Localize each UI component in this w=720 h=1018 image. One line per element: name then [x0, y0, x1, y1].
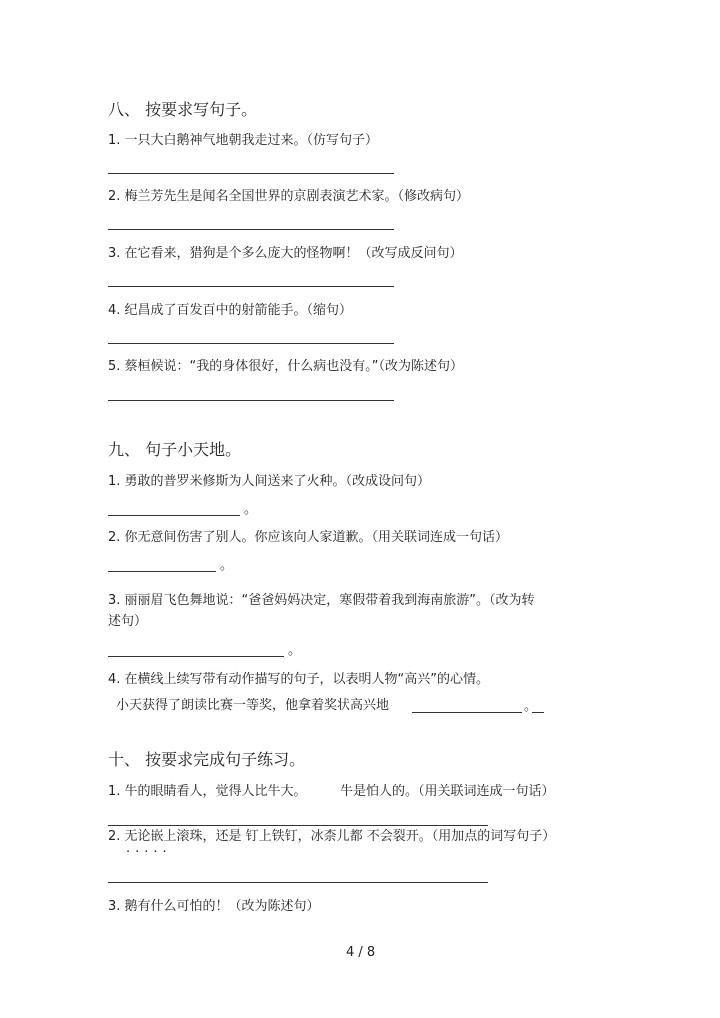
question-10-1a: 1. 牛的眼睛看人，觉得人比牛大。 — [108, 784, 307, 799]
question-9-1: 1. 勇敢的普罗米修斯为人间送来了火种。（改成设问句） — [108, 474, 431, 489]
answer-line-8-2[interactable] — [108, 229, 394, 230]
emphasis-dots: ····· — [126, 845, 172, 860]
period: 。 — [244, 502, 258, 517]
answer-line-9-4-tail[interactable] — [532, 712, 544, 713]
answer-line-9-2[interactable] — [108, 571, 216, 572]
answer-line-10-1[interactable] — [108, 825, 488, 826]
section-9-title: 九、 句子小天地。 — [108, 440, 242, 459]
section-10-title: 十、 按要求完成句子练习。 — [108, 750, 306, 769]
answer-line-8-3[interactable] — [108, 286, 394, 287]
question-10-3: 3. 鹅有什么可怕的！（改为陈述句） — [108, 899, 320, 914]
question-9-3-line-2: 述句） — [108, 614, 148, 629]
question-9-2: 2. 你无意间伤害了别人。你应该向人家道歉。（用关联词连成一句话） — [108, 530, 509, 545]
question-8-3: 3. 在它看来，猎狗是个多么庞大的怪物啊！（改写成反问句） — [108, 246, 463, 261]
question-9-4: 4. 在横线上续写带有动作描写的句子，以表明人物“高兴”的心情。 — [108, 672, 490, 687]
answer-line-10-2[interactable] — [108, 882, 488, 883]
answer-line-9-4[interactable] — [412, 712, 522, 713]
page-number: 4 / 8 — [346, 945, 376, 960]
question-8-5: 5. 蔡桓候说：“我的身体很好，什么病也没有。”（改为陈述句） — [108, 359, 464, 374]
question-8-2: 2. 梅兰芳先生是闻名全国世界的京剧表演艺术家。（修改病句） — [108, 189, 470, 204]
section-8-title: 八、 按要求写句子。 — [108, 100, 258, 119]
question-10-1b: 牛是怕人的。（用关联词连成一句话） — [340, 784, 555, 799]
period: 。 — [288, 643, 302, 658]
question-9-4-sentence: 小天获得了朗读比赛一等奖，他拿着奖状高兴地 — [116, 698, 390, 713]
answer-line-9-1[interactable] — [108, 515, 240, 516]
question-8-4: 4. 纪昌成了百发百中的射箭能手。（缩句） — [108, 303, 353, 318]
answer-line-8-4[interactable] — [108, 343, 394, 344]
period: 。 — [220, 558, 234, 573]
answer-line-8-5[interactable] — [108, 400, 394, 401]
question-10-2: 2. 无论嵌上滚珠，还是 钉上铁钉，冰柰儿都 不会裂开。（用加点的词写句子） — [108, 829, 556, 844]
question-9-3-line-1: 3. 丽丽眉飞色舞地说：“爸爸妈妈决定，寒假带着我到海南旅游”。（改为转 — [108, 593, 535, 608]
answer-line-8-1[interactable] — [108, 173, 394, 174]
period: 。 — [524, 699, 538, 714]
question-8-1: 1. 一只大白鹅神气地朝我走过来。（仿写句子） — [108, 133, 379, 148]
answer-line-9-3[interactable] — [108, 656, 284, 657]
